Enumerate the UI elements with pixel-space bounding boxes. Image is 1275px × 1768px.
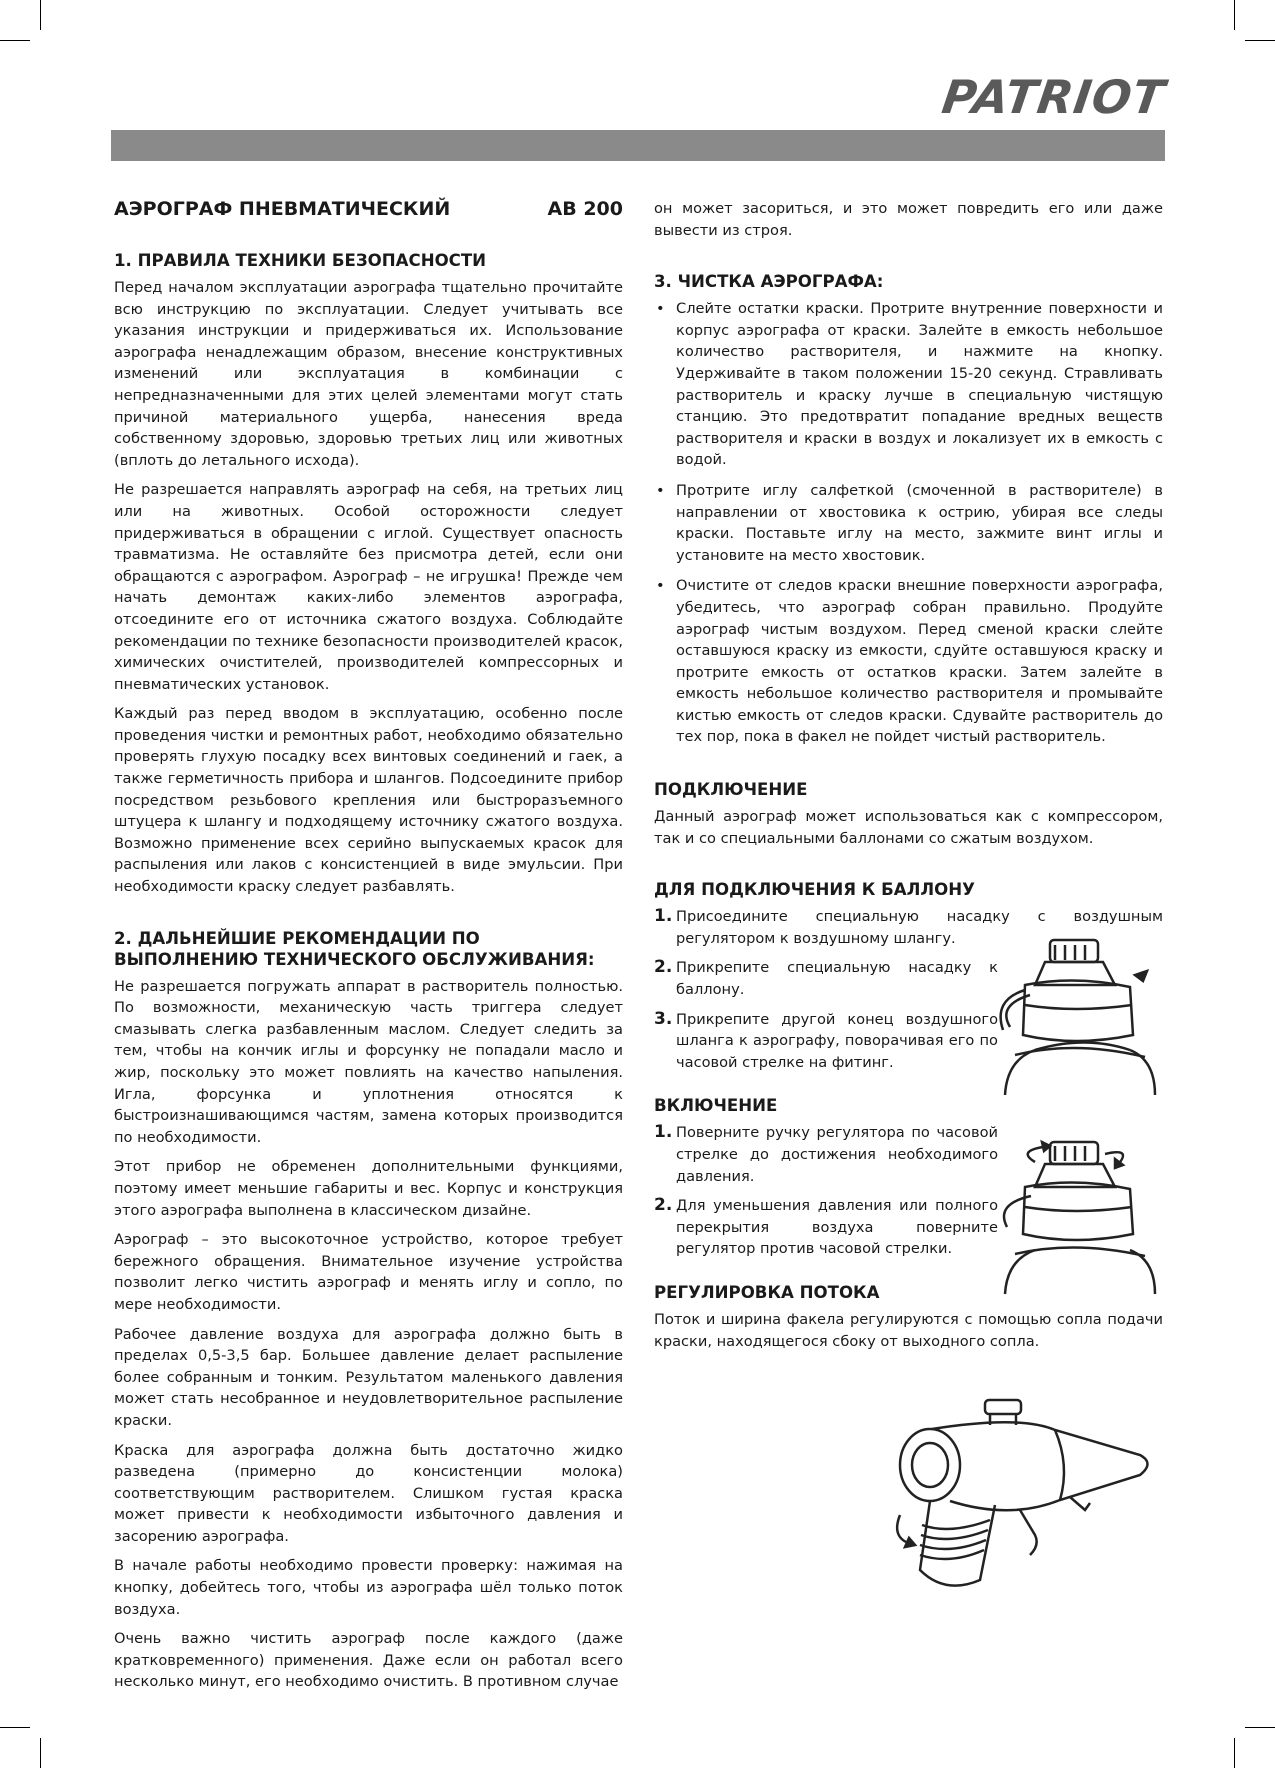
balloon-heading: ДЛЯ ПОДКЛЮЧЕНИЯ К БАЛЛОНУ <box>654 880 975 900</box>
regulator-switch-illustration <box>995 1132 1165 1302</box>
section1-paragraph: Каждый раз перед вводом в эксплуатацию, особенно после проведения чистки и ремонтных работ, необходимо обязательно проверять глухую посадку всех винтовых соединений и гаек, а также герметичность прибора и шлангов. Подсоедините прибор посредством резьбового крепления или быстроразъемного штуцера к шлангу и подходящему источнику сжатого воздуха. Возможно применение всех серийно выпускаемых красок для распыления или лаков с консистенцией в виде эмульсии. При необходимости краску следует разбавлять. <box>114 705 623 896</box>
section2-paragraph: В начале работы необходимо провести проверку: нажимая на кнопку, добейтесь того, чтобы из аэрографа шёл только поток воздуха. <box>114 1557 623 1618</box>
flow-text: Поток и ширина факела регулируются с помощью сопла подачи краски, находящегося сбоку от выходного сопла. <box>654 1310 1163 1350</box>
list-item <box>654 480 1163 566</box>
balloon-regulator-illustration <box>995 935 1165 1105</box>
bullet-icon: • <box>656 300 665 318</box>
step-number: 3. <box>654 1008 673 1029</box>
crop-mark <box>1245 1727 1275 1728</box>
bullet-icon: • <box>656 481 665 499</box>
switch-on-heading: ВКЛЮЧЕНИЕ <box>654 1096 778 1116</box>
list-item <box>654 575 1163 748</box>
model-number: AB 200 <box>547 198 623 220</box>
brand-logo: PATRIOT <box>938 70 1169 124</box>
section2-paragraph: Не разрешается погружать аппарат в растворитель полностью. По возможности, механическую часть триггера следует смазывать слегка разбавленным маслом. Следует следить за тем, чтобы на кончик иглы и форсунку не попадали масло и жир, поскольку это может повлиять на качество напыления. Игла, форсунка и уплотнения относятся к быстроизнашивающимся частям, замена которых производится по необходимости. <box>114 977 623 1146</box>
step-number: 2. <box>654 957 673 978</box>
step-number: 1. <box>654 1122 673 1143</box>
list-item-text: Протрите иглу салфеткой (смоченной в растворителе) в направлении от хвостовика к острию, убирая все следы краски. Поставьте иглу на место, зажмите винт иглы и установите на место хвостовик. <box>676 481 1163 564</box>
step-text: Для уменьшения давления или полного перекрытия воздуха поверните регулятор против часовой стрелки. <box>676 1197 998 1258</box>
crop-mark <box>1234 0 1235 30</box>
section2-paragraph: Краска для аэрографа должна быть достаточно жидко разведена (примерно до консистенции молока) соответствующим растворителем. Слишком густая краска может привести к необходимости избыточного давления и засорению аэрографа. <box>114 1441 623 1545</box>
crop-mark <box>1234 1738 1235 1768</box>
crop-mark <box>40 0 41 30</box>
step-text: Присоедините специальную насадку с воздушным регулятором к воздушному шлангу. <box>676 908 1163 947</box>
section1-heading: 1. ПРАВИЛА ТЕХНИКИ БЕЗОПАСНОСТИ <box>114 251 487 270</box>
list-item-text: Очистите от следов краски внешние поверхности аэрографа, убедитесь, что аэрограф собран правильно. Продуйте аэрограф чистым воздухом. Перед сменой краски слейте оставшуюся краску из емкости, сдуйте оставшуюся краску и протрите емкость от остатков краски. Затем залейте в емкость небольшое количество растворителя и промывайте кистью емкость от следов краски. Сдувайте растворитель до тех пор, пока в факел не пойдет чистый растворитель. <box>676 577 1163 746</box>
crop-mark <box>1245 40 1275 41</box>
list-item-text: Слейте остатки краски. Протрите внутренние поверхности и корпус аэрографа от краски. Залейте в емкость небольшое количество растворителя, и нажмите на кнопку. Удерживайте в таком положении 15-20 секунд. Стравливать растворитель и краску лучше в специальную чистящую станцию. Это предотвратит попадание вредных веществ растворителя и краски в воздух и локализует их в емкость с водой. <box>676 300 1163 469</box>
section1-paragraph: Не разрешается направлять аэрограф на себя, на третьих лиц или на животных. Особой осторожности следует придерживаться в обращении с иглой. Существует опасность травматизма. Не оставляйте без присмотра детей, если они обращаются с аэрографом. Аэрограф – не игрушка! Прежде чем начать демонтаж каких-либо элементов аэрографа, отсоедините его от источника сжатого воздуха. Соблюдайте рекомендации по технике безопасности производителей красок, химических очистителей, производителей компрессорных и пневматических установок. <box>114 481 623 693</box>
document-title-text: АЭРОГРАФ ПНЕВМАТИЧЕСКИЙ <box>114 198 451 220</box>
section2-paragraph: Рабочее давление воздуха для аэрографа должно быть в пределах 0,5-3,5 бар. Большее давление делает распыление более собранным и тонким. Результатом маленького давления может стать несобранное и неудовлетворительное распыление краски. <box>114 1325 623 1429</box>
cleaning-list <box>654 298 1163 748</box>
header-bar <box>111 130 1165 161</box>
flow-heading: РЕГУЛИРОВКА ПОТОКА <box>654 1282 880 1302</box>
connection-heading: ПОДКЛЮЧЕНИЕ <box>654 780 808 800</box>
section2-continuation: он может засориться, и это может повредить его или даже вывести из строя. <box>654 200 1163 239</box>
section2-paragraph: Аэрограф – это высокоточное устройство, которое требует бережного обращения. Внимательное изучение устройства позволит легко чистить аэрограф и менять иглу и сопло, по мере необходимости. <box>114 1231 623 1313</box>
crop-mark <box>0 40 30 41</box>
step-text: Прикрепите другой конец воздушного шланга к аэрографу, поворачивая его по часовой стрелке на фитинг. <box>676 1010 998 1071</box>
bullet-icon: • <box>656 577 665 595</box>
section3-heading: 3. ЧИСТКА АЭРОГРАФА: <box>654 272 884 292</box>
section2-paragraph: Очень важно чистить аэрограф после каждого (даже кратковременного) применения. Даже если он работал всего несколько минут, его необходимо очистить. В противном случае <box>114 1630 623 1691</box>
step-number: 2. <box>654 1195 673 1216</box>
airbrush-nozzle-illustration <box>870 1395 1160 1610</box>
step-text: Прикрепите специальную насадку к баллону. <box>676 959 998 999</box>
list-item <box>654 298 1163 471</box>
crop-mark <box>0 1727 30 1728</box>
document-title <box>114 198 623 220</box>
section2-heading: 2. ДАЛЬНЕЙШИЕ РЕКОМЕНДАЦИИ ПО ВЫПОЛНЕНИЮ ТЕХНИЧЕСКОГО ОБСЛУЖИВАНИЯ: <box>114 928 595 969</box>
crop-mark <box>40 1738 41 1768</box>
connection-text: Данный аэрограф может использоваться как с компрессором, так и со специальными баллонами со сжатым воздухом. <box>654 808 1163 847</box>
left-column <box>114 198 623 1701</box>
step-number: 1. <box>654 906 673 927</box>
step-text: Поверните ручку регулятора по часовой стрелке до достижения необходимого давления. <box>676 1124 998 1185</box>
section1-paragraph: Перед началом эксплуатации аэрографа тщательно прочитайте всю инструкцию по эксплуатации. Следует учитывать все указания инструкции и придерживаться их. Использование аэрографа ненадлежащим образом, внесение конструктивных изменений или эксплуатация в комбинации с непредназначенными для этих целей элементами могут стать причиной материального ущерба, нанесения вреда собственному здоровью, здоровью третьих лиц или животных (вплоть до летального исхода). <box>114 279 623 469</box>
section2-paragraph: Этот прибор не обременен дополнительными функциями, поэтому имеет меньшие габариты и вес. Корпус и конструкция этого аэрографа выполнена в классическом дизайне. <box>114 1158 623 1219</box>
